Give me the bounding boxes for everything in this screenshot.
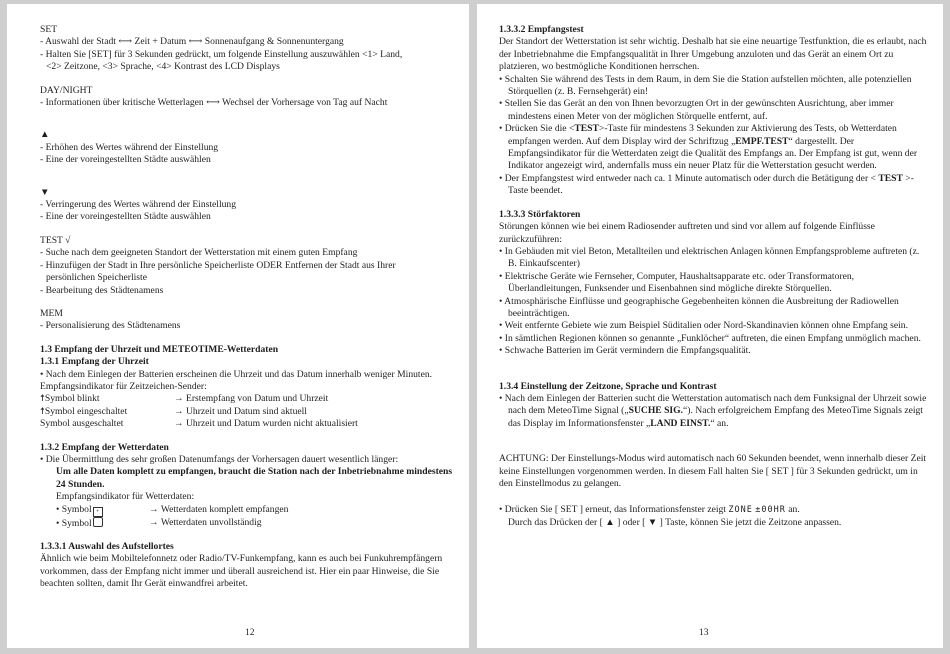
time-indicator-row [40,393,455,405]
set-line-2: - Halten Sie [SET] für 3 Sekunden gedrückt, um folgende Einstellung auszuwählen <1> Land, [40,48,403,60]
section-1-3-3-2-heading: 1.3.3.2 Empfangstest [499,24,584,35]
empfangstest-bullet: • Der Empfangstest wird entweder nach ca. 1 Minute automatisch oder durch die Betätigung der < TEST >-Taste beendet. [499,172,914,197]
test-line-3: persönlichen Speicherliste [46,272,147,284]
einstellung-continuation: Durch das Drücken der [ ▲ ] oder [ ▼ ] Taste, können Sie jetzt die Zeitzone anpassen. [508,516,842,528]
down-heading: ▼ [40,186,50,198]
full-signal-icon: + [93,507,103,517]
section-1-3-4-heading: 1.3.4 Einstellung der Zeitzone, Sprache und Kontrast [499,380,717,392]
weather-indicator-row [40,517,455,530]
empty-signal-icon [93,517,103,527]
section-1-3-3-2-paragraph: Der Standort der Wetterstation ist sehr wichtig. Deshalb hat sie eine neuartige Testfunktion, die es erlaubt, nach der Inbetriebnahme die Empfangsqualität in Ihrer Umgebung anzuloten und das Gerät an einem Ort zu platzieren, wo bestmögliche Konditionen herrschen. [499,36,927,73]
weather-indicator-value: → Wetterdaten unvollständig [149,516,262,528]
test-line-1: - Suche nach dem geeigneten Standort der Wetterstation mit einem guten Empfang [40,247,358,259]
time-indicator-value: → Uhrzeit und Datum sind aktuell [174,405,307,417]
section-1-3-3-1-paragraph: Ähnlich wie beim Mobiltelefonnetz oder Radio/TV-Funkempfang, kann es auch bei Funkuhrempfängern vorkommen, dass der Empfang nicht immer und überall ausreichend ist. Hier ein paar Hinweise, die Sie beachten sollten, damit Ihr Gerät einwandfrei arbeitet. [40,553,443,590]
section-1-3-2-heading: 1.3.2 Empfang der Wetterdaten [40,441,169,453]
section-1-3-heading: 1.3 Empfang der Uhrzeit und METEOTIME-Wetterdaten [40,343,279,355]
down-line-2: - Eine der voreingestellten Städte auswählen [40,211,211,223]
up-heading: ▲ [40,129,50,141]
lcd-zone-text: ZONE [728,505,753,516]
radio-tower-icon: ☨ [40,406,45,417]
weather-indicator-key: • Symbol [56,503,92,515]
section-1-3-1-heading: 1.3.1 Empfang der Uhrzeit [40,356,149,368]
weather-indicator-value: → Wetterdaten komplett empfangen [149,503,289,515]
set-line-3: <2> Zeitzone, <3> Sprache, <4> Kontrast des LCD Displays [46,61,280,73]
test-line-4: - Bearbeitung des Städtenamens [40,284,164,296]
empfangstest-bullet: • Schalten Sie während des Tests in dem Raum, in dem Sie die Station aufstellen möchten, alle potenziellen Störquellen (z. B. Fernsehgerät) ein! [499,73,912,98]
lcd-hour-text: ±00HR [755,505,786,516]
daynight-heading: DAY/NIGHT [40,84,93,96]
section-1-3-3-1-heading: 1.3.3.1 Auswahl des Aufstellortes [40,541,174,552]
left-page-content [40,24,455,591]
right-page-content [499,24,929,529]
set-heading: SET [40,24,58,35]
weather-indicator-row [40,504,455,517]
time-indicator-label: Empfangsindikator für Zeitzeichen-Sender: [40,380,207,392]
right-page [477,4,943,648]
stoerfaktor-bullet: • Elektrische Geräte wie Fernseher, Computer, Haushaltsapparate etc. oder Transformatoren, Überlandleitungen, Funksender und Eisenbahnen sind mögliche direkte Störquellen. [499,270,855,295]
test-line-2: - Hinzufügen der Stadt in Ihre persönliche Speicherliste ODER Entfernen der Stadt aus Ihrer [40,259,396,271]
time-indicator-key: Symbol blinkt [44,393,100,405]
up-line-2: - Eine der voreingestellten Städte auswählen [40,154,211,166]
page-number: 12 [245,628,255,638]
time-indicator-row [40,418,455,430]
section-1-3-2-bullet: • Die Übermittlung des sehr großen Datenumfangs der Vorhersagen dauert wesentlich länger: [40,453,399,465]
radio-tower-icon: ☨ [40,394,45,405]
down-line-1: - Verringerung des Wertes während der Einstellung [40,199,237,211]
section-1-3-2-bold-note: Um alle Daten komplett zu empfangen, braucht die Station nach der Inbetriebnahme mindestens 24 Stunden. [56,466,453,490]
weather-indicator-label: Empfangsindikator für Wetterdaten: [56,491,195,503]
einstellung-bullet: • Drücken Sie [ SET ] erneut, das Informationsfenster zeigt ZONE ±00HR an. [499,504,800,516]
time-indicator-value: → Uhrzeit und Datum wurden nicht aktualisiert [174,418,358,430]
mem-heading: MEM [40,307,63,319]
up-line-1: - Erhöhen des Wertes während der Einstellung [40,141,219,153]
time-indicator-value: → Erstempfang von Datum und Uhrzeit [174,393,329,405]
stoerfaktor-bullet: • In sämtlichen Regionen können so genannte „Funklöcher“ auftreten, die einen Empfang unmöglich machen. [499,332,921,344]
daynight-line-1: - Informationen über kritische Wetterlagen ⟷ Wechsel der Vorhersage von Tag auf Nacht [40,97,388,109]
left-page [7,4,469,648]
time-indicator-key: Symbol eingeschaltet [44,405,128,417]
section-1-3-1-bullet: • Nach dem Einlegen der Batterien erscheinen die Uhrzeit und das Datum innerhalb weniger Minuten. [40,368,433,380]
weather-indicator-key: • Symbol [56,517,92,529]
empfangstest-bullet: • Drücken Sie die <TEST>-Taste für mindestens 3 Sekunden zur Aktivierung des Tests, ob Wetterdaten empfangen werden. Auf dem Display wird der Schriftzug „EMPF.TEST“ dargestellt. Der Empfangsindikator für die Wetterdaten zeigt die Qualität des Empfangs an. Der Empfang ist gut, wenn der Indikator angezeigt wird, andernfalls muss ein neuer Platz für die Wetterstation gesucht werden. [499,123,918,172]
stoerfaktor-bullet: • Atmosphärische Einflüsse und geographische Gegebenheiten können die Ausbreitung der Radiowellen beeinträchtigen. [499,295,899,319]
einstellung-bullet: • Nach dem Einlegen der Batterien sucht die Wetterstation automatisch nach dem Funksignal der Uhrzeit sowie nach dem MeteoTime Signal („SUCHE SIG.“). Nach erfolgreichem Empfang des MeteoTime Signals zeigt das Display im Informationsfenster „LAND EINST.“ an. [499,392,927,429]
mem-line-1: - Personalisierung des Städtenamens [40,320,181,332]
stoerfaktor-bullet: • Schwache Batterien im Gerät vermindern die Empfangsqualität. [499,345,751,357]
set-line-1: - Auswahl der Stadt ⟷ Zeit + Datum ⟷ Sonnenaufgang & Sonnenuntergang [40,36,344,48]
stoerfaktor-bullet: • Weit entfernte Gebiete wie zum Beispiel Süditalien oder Nord-Skandinavien können ohne Empfang sein. [499,320,908,332]
test-heading: TEST √ [40,234,71,246]
section-1-3-3-3-paragraph: Störungen können wie bei einem Radiosender auftreten und sind vor allem auf folgende Einflüsse zurückzuführen: [499,221,875,245]
time-indicator-key: Symbol ausgeschaltet [40,418,124,430]
stoerfaktor-bullet: • In Gebäuden mit viel Beton, Metallteilen und elektrischen Anlagen können Empfangsprobleme auftreten (z. B. Einkaufscenter) [499,245,920,270]
page-number: 13 [699,628,709,638]
empfangstest-bullet: • Stellen Sie das Gerät an den von Ihnen bevorzugten Ort in der gewünschten Ausrichtung, aber immer mindestens einen Meter von der möglichen Störquelle entfernt, auf. [499,98,894,122]
achtung-note: ACHTUNG: Der Einstellungs-Modus wird automatisch nach 60 Sekunden beendet, wenn innerhalb dieser Zeit keine Einstellungen vorgenommen werden. In diesem Fall halten Sie [ SET ] für 3 Sekunden gedrückt, um in den Einstellmodus zu gelangen. [499,453,927,489]
section-1-3-3-3-heading: 1.3.3.3 Störfaktoren [499,208,581,220]
time-indicator-row [40,406,455,418]
